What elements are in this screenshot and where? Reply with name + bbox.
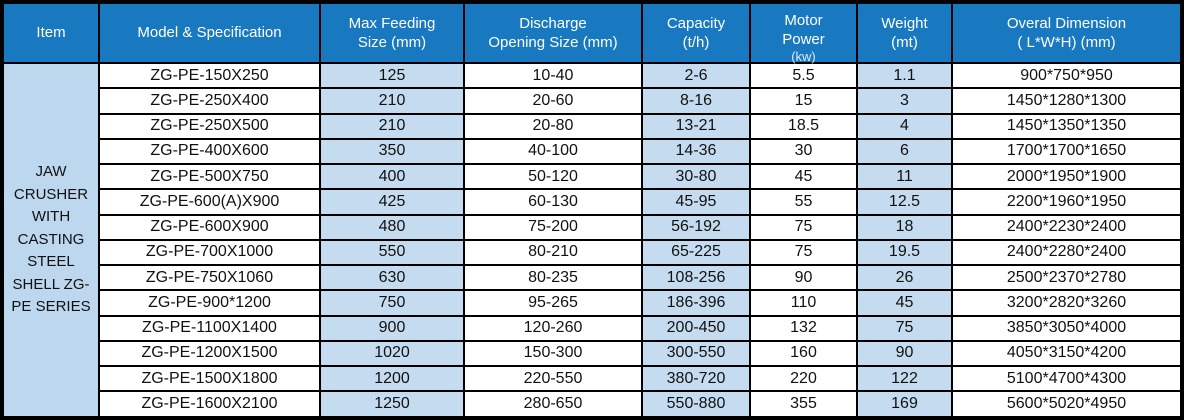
cell-discharge: 60-130 [464, 189, 642, 214]
cell-motor-power: 75 [750, 215, 857, 240]
cell-motor-power: 15 [750, 88, 857, 113]
cell-capacity: 200-450 [642, 316, 750, 341]
cell-motor-power: 355 [750, 391, 857, 418]
cell-weight: 75 [857, 316, 952, 341]
header-dimension-line1: Overal Dimension [1006, 14, 1127, 32]
cell-weight: 26 [857, 265, 952, 290]
cell-capacity: 30-80 [642, 164, 750, 189]
cell-motor-power: 110 [750, 290, 857, 315]
cell-motor-power: 55 [750, 189, 857, 214]
cell-model: ZG-PE-700X1000 [99, 240, 320, 265]
cell-motor-power: 18.5 [750, 114, 857, 139]
header-motor-power [750, 2, 857, 63]
cell-discharge: 95-265 [464, 290, 642, 315]
cell-capacity: 380-720 [642, 366, 750, 391]
cell-max-feeding: 550 [320, 240, 464, 265]
cell-max-feeding: 480 [320, 215, 464, 240]
header-dimension [952, 2, 1182, 63]
header-dimension-line2: ( L*W*H) (mm) [1017, 34, 1116, 51]
cell-model: ZG-PE-600X900 [99, 215, 320, 240]
cell-dimension: 1450*1280*1300 [952, 88, 1182, 113]
header-weight-line2: (mt) [891, 34, 918, 51]
cell-weight: 3 [857, 88, 952, 113]
cell-discharge: 80-235 [464, 265, 642, 290]
cell-discharge: 75-200 [464, 215, 642, 240]
cell-weight: 1.1 [857, 63, 952, 88]
table-header [2, 2, 1182, 63]
table-row [2, 88, 1182, 113]
cell-discharge: 10-40 [464, 63, 642, 88]
cell-dimension: 900*750*950 [952, 63, 1182, 88]
cell-model: ZG-PE-1100X1400 [99, 316, 320, 341]
cell-max-feeding: 210 [320, 88, 464, 113]
cell-dimension: 2200*1960*1950 [952, 189, 1182, 214]
cell-dimension: 3200*2820*3260 [952, 290, 1182, 315]
header-motor-power-line2: Power [782, 31, 825, 48]
cell-weight: 4 [857, 114, 952, 139]
cell-motor-power: 160 [750, 341, 857, 366]
cell-max-feeding: 400 [320, 164, 464, 189]
cell-dimension: 5600*5020*4950 [952, 391, 1182, 418]
header-discharge-line2: Opening Size (mm) [488, 34, 618, 51]
header-capacity-line2: (t/h) [682, 34, 710, 51]
cell-capacity: 300-550 [642, 341, 750, 366]
cell-dimension: 3850*3050*4000 [952, 316, 1182, 341]
cell-dimension: 2400*2280*2400 [952, 240, 1182, 265]
cell-dimension: 1700*1700*1650 [952, 139, 1182, 164]
cell-max-feeding: 425 [320, 189, 464, 214]
cell-discharge: 40-100 [464, 139, 642, 164]
cell-motor-power: 5.5 [750, 63, 857, 88]
cell-motor-power: 45 [750, 164, 857, 189]
cell-weight: 45 [857, 290, 952, 315]
table-row [2, 114, 1182, 139]
cell-discharge: 50-120 [464, 164, 642, 189]
cell-dimension: 2500*2370*2780 [952, 265, 1182, 290]
header-discharge [464, 2, 642, 63]
cell-max-feeding: 750 [320, 290, 464, 315]
cell-capacity: 65-225 [642, 240, 750, 265]
cell-max-feeding: 125 [320, 63, 464, 88]
cell-dimension: 5100*4700*4300 [952, 366, 1182, 391]
header-discharge-line1: Discharge [519, 14, 587, 32]
header-motor-power-clipped-unit: (kw) [791, 48, 816, 64]
header-item-label: Item [36, 24, 66, 42]
cell-model: ZG-PE-150X250 [99, 63, 320, 88]
cell-weight: 18 [857, 215, 952, 240]
cell-model: ZG-PE-250X400 [99, 88, 320, 113]
cell-motor-power: 132 [750, 316, 857, 341]
cell-model: ZG-PE-1200X1500 [99, 341, 320, 366]
table-row [2, 265, 1182, 290]
cell-max-feeding: 1200 [320, 366, 464, 391]
cell-max-feeding: 1020 [320, 341, 464, 366]
cell-model: ZG-PE-1500X1800 [99, 366, 320, 391]
cell-discharge: 220-550 [464, 366, 642, 391]
header-capacity-line1: Capacity [666, 14, 726, 32]
cell-model: ZG-PE-250X500 [99, 114, 320, 139]
header-max-feeding-line1: Max Feeding [348, 14, 436, 32]
cell-max-feeding: 900 [320, 316, 464, 341]
cell-model: ZG-PE-1600X2100 [99, 391, 320, 418]
table-row [2, 63, 1182, 88]
header-capacity [642, 2, 750, 63]
header-max-feeding [320, 2, 464, 63]
cell-discharge: 280-650 [464, 391, 642, 418]
cell-discharge: 150-300 [464, 341, 642, 366]
cell-model: ZG-PE-900*1200 [99, 290, 320, 315]
cell-capacity: 8-16 [642, 88, 750, 113]
cell-capacity: 186-396 [642, 290, 750, 315]
cell-dimension: 4050*3150*4200 [952, 341, 1182, 366]
cell-discharge: 20-80 [464, 114, 642, 139]
cell-model: ZG-PE-500X750 [99, 164, 320, 189]
cell-model: ZG-PE-750X1060 [99, 265, 320, 290]
cell-capacity: 45-95 [642, 189, 750, 214]
cell-capacity: 14-36 [642, 139, 750, 164]
table-body [2, 63, 1182, 418]
cell-discharge: 80-210 [464, 240, 642, 265]
cell-max-feeding: 1250 [320, 391, 464, 418]
header-weight [857, 2, 952, 63]
header-max-feeding-line2: Size (mm) [357, 34, 427, 51]
cell-capacity: 2-6 [642, 63, 750, 88]
item-group-cell: JAW CRUSHER WITH CASTING STEEL SHELL ZG-PE SERIES [2, 63, 99, 418]
cell-discharge: 20-60 [464, 88, 642, 113]
cell-capacity: 550-880 [642, 391, 750, 418]
table-row [2, 366, 1182, 391]
cell-max-feeding: 210 [320, 114, 464, 139]
table-row [2, 391, 1182, 418]
cell-motor-power: 30 [750, 139, 857, 164]
header-model-label: Model & Specification [137, 24, 282, 42]
cell-dimension: 2400*2230*2400 [952, 215, 1182, 240]
cell-weight: 19.5 [857, 240, 952, 265]
table-row [2, 215, 1182, 240]
cell-motor-power: 75 [750, 240, 857, 265]
cell-model: ZG-PE-400X600 [99, 139, 320, 164]
header-model [99, 2, 320, 63]
cell-model: ZG-PE-600(A)X900 [99, 189, 320, 214]
table-row [2, 139, 1182, 164]
cell-capacity: 108-256 [642, 265, 750, 290]
cell-weight: 90 [857, 341, 952, 366]
cell-weight: 169 [857, 391, 952, 418]
cell-motor-power: 220 [750, 366, 857, 391]
header-weight-line1: Weight [881, 14, 928, 32]
cell-weight: 12.5 [857, 189, 952, 214]
cell-capacity: 13-21 [642, 114, 750, 139]
cell-motor-power: 90 [750, 265, 857, 290]
table-row [2, 341, 1182, 366]
cell-capacity: 56-192 [642, 215, 750, 240]
cell-max-feeding: 630 [320, 265, 464, 290]
cell-weight: 122 [857, 366, 952, 391]
header-item [2, 2, 99, 63]
cell-dimension: 1450*1350*1350 [952, 114, 1182, 139]
table-row [2, 164, 1182, 189]
table-row [2, 290, 1182, 315]
table-row [2, 316, 1182, 341]
cell-weight: 11 [857, 164, 952, 189]
table-row [2, 189, 1182, 214]
cell-weight: 6 [857, 139, 952, 164]
cell-max-feeding: 350 [320, 139, 464, 164]
cell-dimension: 2000*1950*1900 [952, 164, 1182, 189]
header-motor-power-line1: Motor [784, 11, 823, 29]
header-row [2, 2, 1182, 63]
table-row [2, 240, 1182, 265]
cell-discharge: 120-260 [464, 316, 642, 341]
